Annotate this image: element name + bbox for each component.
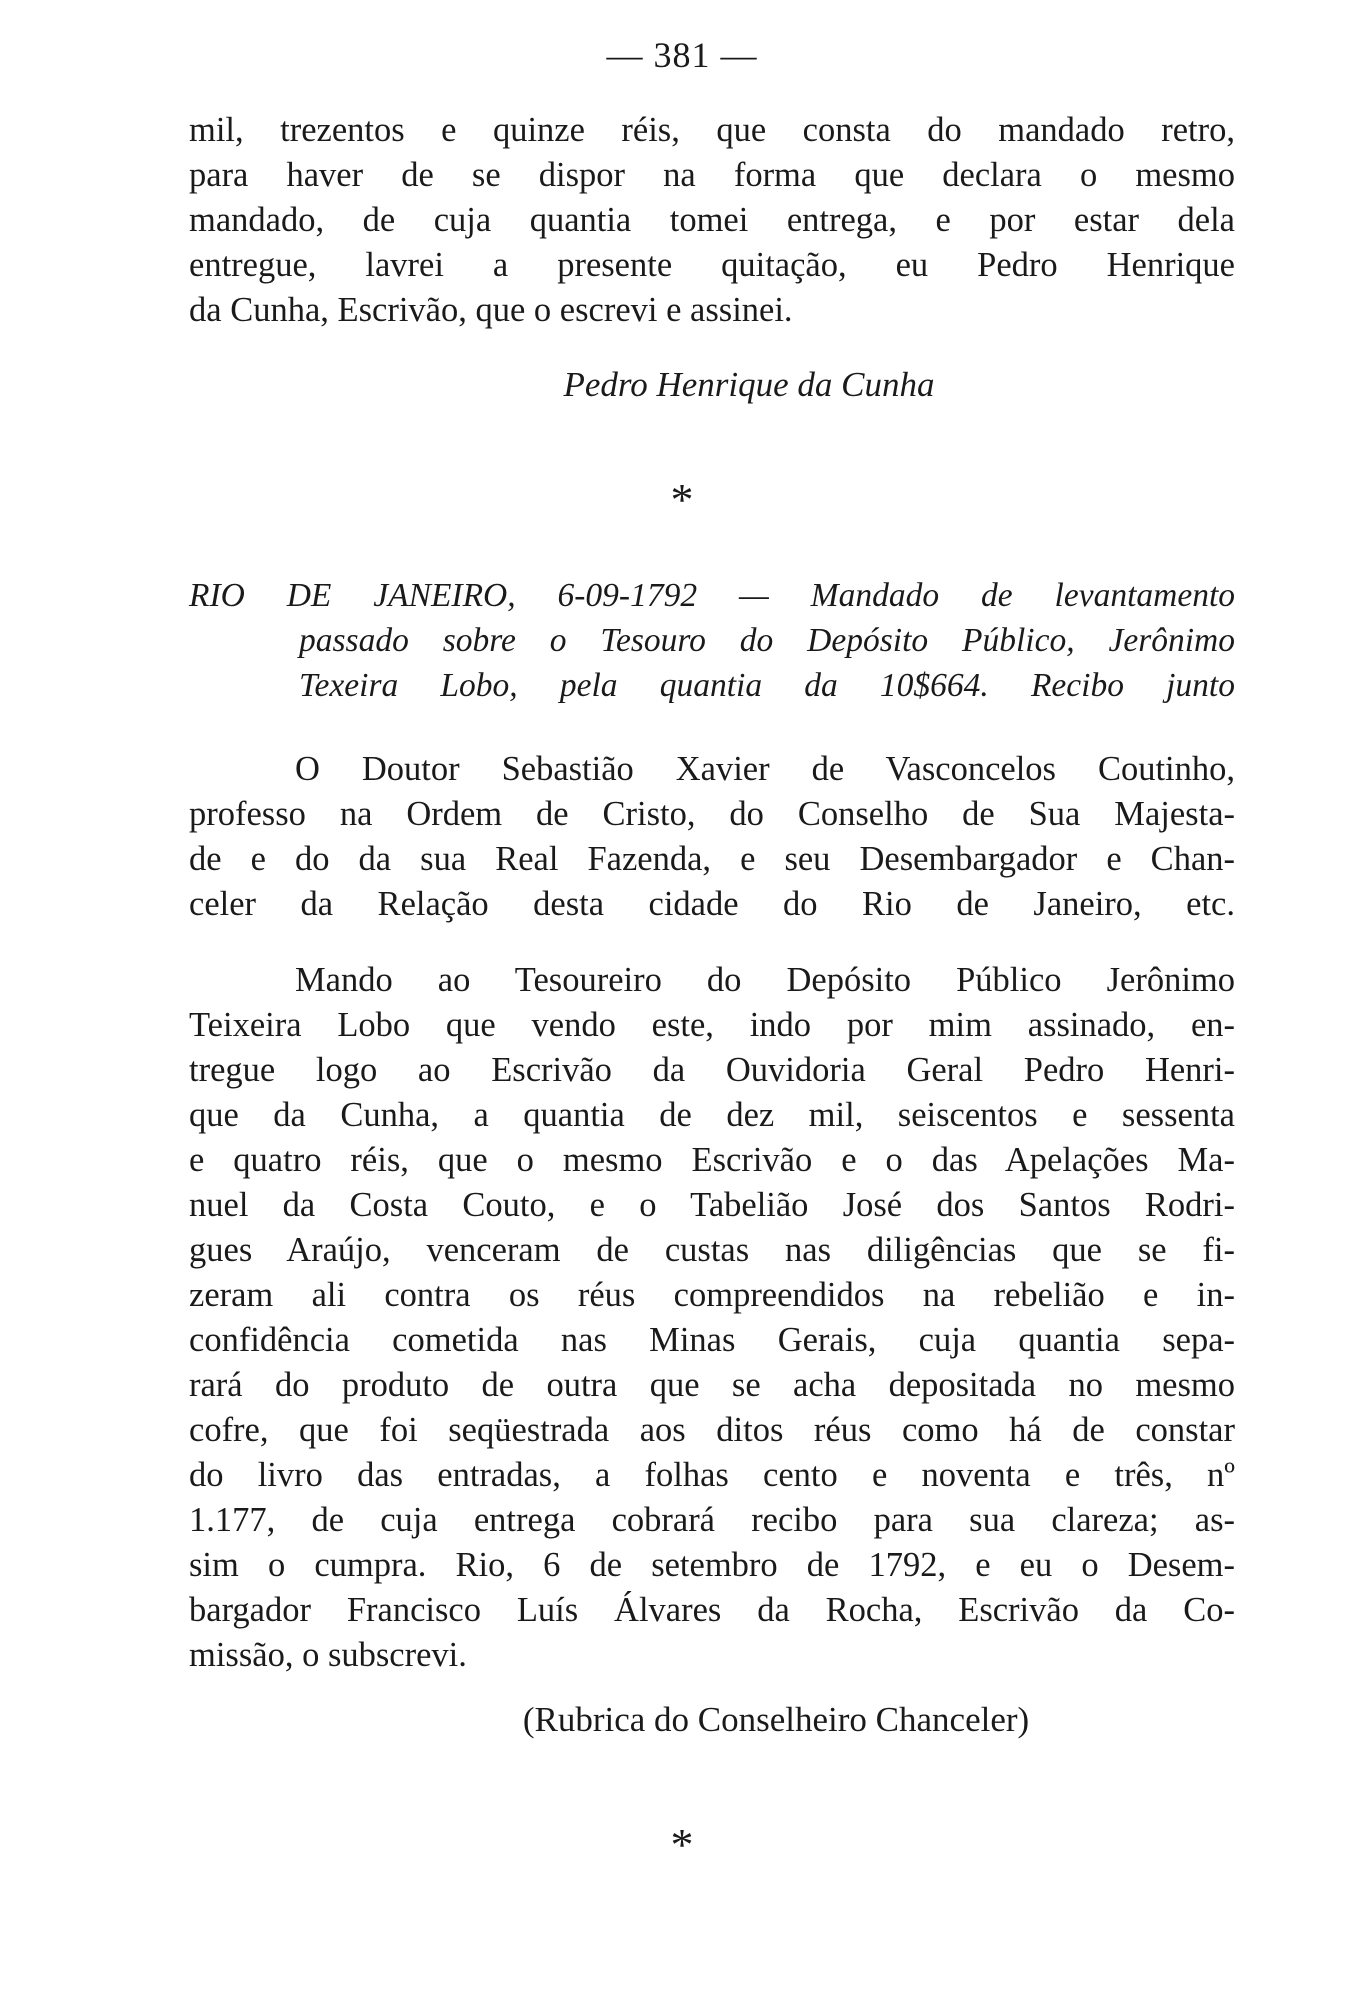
text-line: zeram ali contra os réus compreendidos na rebelião e in-: [189, 1276, 1235, 1314]
text-line: Teixeira Lobo que vendo este, indo por mim assinado, en-: [189, 1006, 1235, 1044]
text-line: missão, o subscrevi.: [189, 1636, 467, 1674]
signature-name: Pedro Henrique da Cunha: [563, 365, 935, 404]
text-line: bargador Francisco Luís Álvares da Rocha, Escrivão da Co-: [189, 1591, 1235, 1629]
text-line: que da Cunha, a quantia de dez mil, seiscentos e sessenta: [189, 1096, 1235, 1134]
text-line: mil, trezentos e quinze réis, que consta do mandado retro,: [189, 111, 1235, 149]
text-line: do livro das entradas, a folhas cento e noventa e três, nº: [189, 1456, 1235, 1494]
text-line: confidência cometida nas Minas Gerais, cuja quantia sepa-: [189, 1321, 1235, 1359]
text-line: Mando ao Tesoureiro do Depósito Público Jerônimo: [295, 961, 1235, 999]
text-line: de e do da sua Real Fazenda, e seu Desembargador e Chan-: [189, 840, 1235, 878]
text-line: entregue, lavrei a presente quitação, eu Pedro Henrique: [189, 246, 1235, 284]
paragraph-quitacao: [189, 108, 1235, 333]
section-separator: *: [670, 474, 694, 525]
heading-line: RIO DE JANEIRO, 6-09-1792 — Mandado de levantamento: [189, 577, 1235, 614]
text-line: para haver de se dispor na forma que declara o mesmo: [189, 156, 1235, 194]
heading-line: Texeira Lobo, pela quantia da 10$664. Recibo junto: [299, 667, 1235, 704]
rubrica-note: (Rubrica do Conselheiro Chanceler): [522, 1700, 1030, 1739]
page-number: — 381 —: [606, 35, 758, 75]
text-line: e quatro réis, que o mesmo Escrivão e o das Apelações Ma-: [189, 1141, 1235, 1179]
paragraph-mandado: [189, 958, 1235, 1678]
section-separator: *: [670, 1819, 694, 1870]
text-line: O Doutor Sebastião Xavier de Vasconcelos Coutinho,: [295, 750, 1235, 788]
text-line: rará do produto de outra que se acha depositada no mesmo: [189, 1366, 1235, 1404]
text-line: sim o cumpra. Rio, 6 de setembro de 1792, e eu o Desem-: [189, 1546, 1235, 1584]
heading-line: passado sobre o Tesouro do Depósito Público, Jerônimo: [299, 622, 1235, 659]
document-heading: [189, 573, 1235, 708]
text-line: nuel da Costa Couto, e o Tabelião José dos Santos Rodri-: [189, 1186, 1235, 1224]
text-line: celer da Relação desta cidade do Rio de Janeiro, etc.: [189, 885, 1235, 923]
text-line: 1.177, de cuja entrega cobrará recibo para sua clareza; as-: [189, 1501, 1235, 1539]
text-line: da Cunha, Escrivão, que o escrevi e assinei.: [189, 291, 793, 329]
text-line: professo na Ordem de Cristo, do Conselho de Sua Majesta-: [189, 795, 1235, 833]
text-line: cofre, que foi seqüestrada aos ditos réus como há de constar: [189, 1411, 1235, 1449]
text-line: tregue logo ao Escrivão da Ouvidoria Geral Pedro Henri-: [189, 1051, 1235, 1089]
paragraph-doutor: [189, 747, 1235, 927]
text-line: gues Araújo, venceram de custas nas diligências que se fi-: [189, 1231, 1235, 1269]
text-line: mandado, de cuja quantia tomei entrega, e por estar dela: [189, 201, 1235, 239]
